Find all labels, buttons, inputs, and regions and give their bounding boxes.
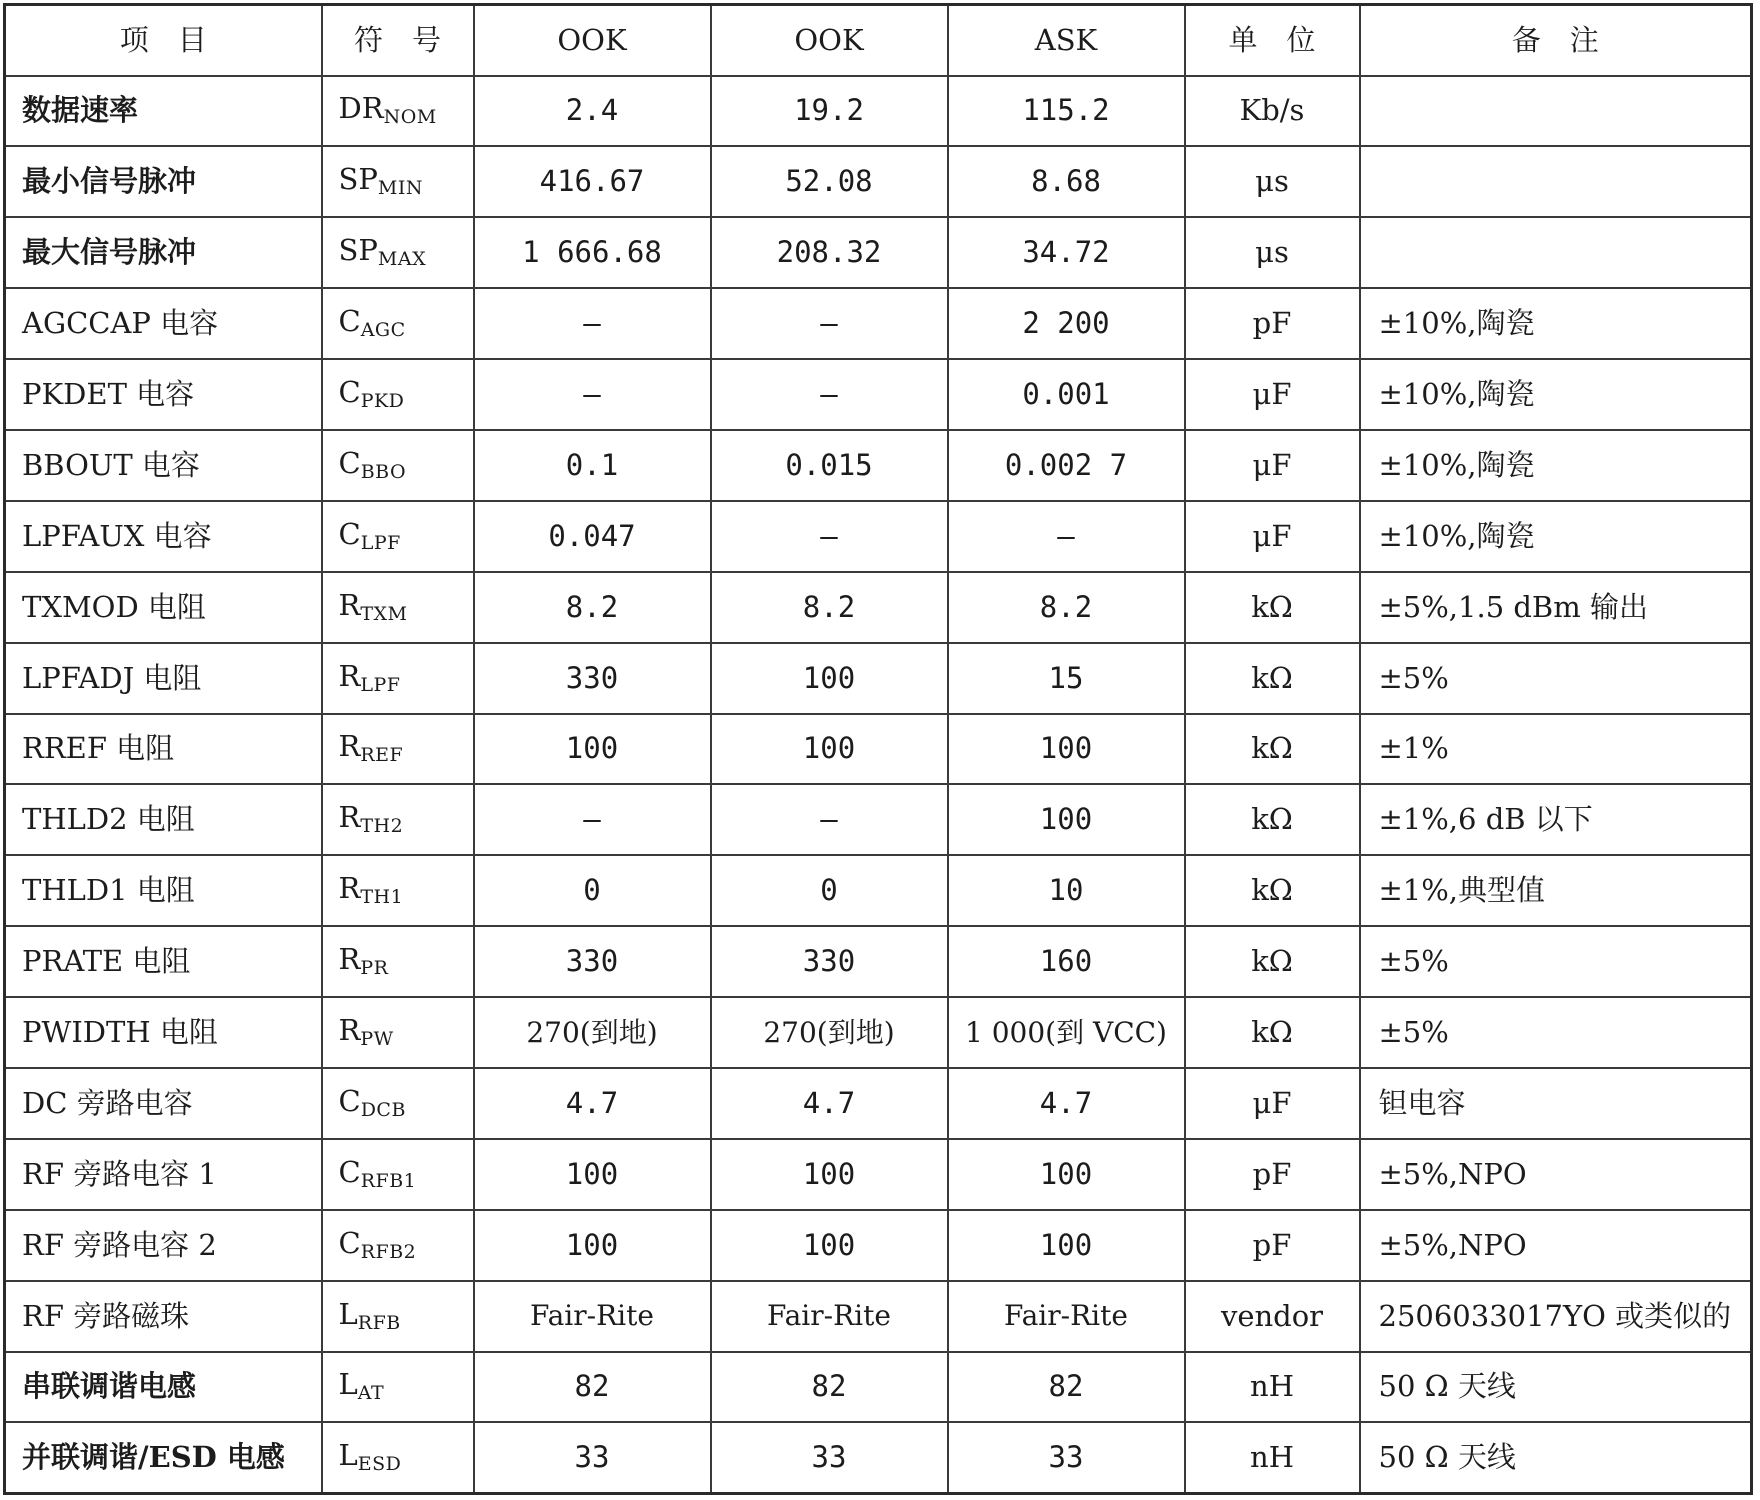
unit-cell: kΩ [1185, 997, 1360, 1068]
table-row [5, 1139, 1752, 1210]
symbol-cell [322, 714, 474, 785]
symbol-main: C [338, 445, 361, 480]
symbol-subscript: TXM [360, 602, 408, 625]
value-ook-1: 416.67 [474, 146, 711, 217]
symbol-main: R [338, 658, 361, 693]
item-cell: RF 旁路磁珠 [5, 1281, 322, 1352]
table-row [5, 430, 1752, 501]
symbol-main: L [338, 1438, 358, 1473]
value-ook-2: — [711, 501, 948, 572]
table-row [5, 1210, 1752, 1281]
note-cell: ±5% [1360, 926, 1752, 997]
note-cell: ±5% [1360, 997, 1752, 1068]
value-ask: 100 [948, 784, 1185, 855]
item-cell: RF 旁路电容 2 [5, 1210, 322, 1281]
symbol-subscript: ESD [357, 1453, 402, 1476]
symbol-cell [322, 1139, 474, 1210]
value-ask: 15 [948, 643, 1185, 714]
value-ask: 10 [948, 855, 1185, 926]
table-row [5, 855, 1752, 926]
value-ook-2: 100 [711, 714, 948, 785]
item-cell: LPFADJ 电阻 [5, 643, 322, 714]
item-cell: DC 旁路电容 [5, 1068, 322, 1139]
value-ook-1: 100 [474, 1139, 711, 1210]
value-ook-1: 8.2 [474, 572, 711, 643]
value-ook-1: 0.1 [474, 430, 711, 501]
symbol-cell [322, 926, 474, 997]
table-row [5, 1352, 1752, 1423]
symbol-cell [322, 1352, 474, 1423]
item-cell: PKDET 电容 [5, 359, 322, 430]
value-ook-1: — [474, 359, 711, 430]
symbol-subscript: RFB2 [360, 1240, 417, 1263]
symbol-cell [322, 76, 474, 147]
note-cell: ±1%,典型值 [1360, 855, 1752, 926]
table-row [5, 288, 1752, 359]
note-cell: ±1% [1360, 714, 1752, 785]
table-row [5, 643, 1752, 714]
note-cell: ±5%,1.5 dBm 输出 [1360, 572, 1752, 643]
table-row [5, 572, 1752, 643]
value-ask: — [948, 501, 1185, 572]
symbol-main: R [338, 587, 361, 622]
symbol-main: DR [338, 91, 384, 126]
item-cell: 数据速率 [5, 76, 322, 147]
value-ook-2: 52.08 [711, 146, 948, 217]
value-ask: 100 [948, 1210, 1185, 1281]
note-cell: ±10%,陶瓷 [1360, 359, 1752, 430]
unit-cell: pF [1185, 1139, 1360, 1210]
item-cell: BBOUT 电容 [5, 430, 322, 501]
value-ask: 8.2 [948, 572, 1185, 643]
value-ook-1: 100 [474, 714, 711, 785]
note-cell: ±10%,陶瓷 [1360, 501, 1752, 572]
unit-cell: vendor [1185, 1281, 1360, 1352]
table-header [5, 5, 1752, 76]
symbol-cell [322, 1068, 474, 1139]
unit-cell: kΩ [1185, 784, 1360, 855]
item-cell: PRATE 电阻 [5, 926, 322, 997]
item-cell: RF 旁路电容 1 [5, 1139, 322, 1210]
symbol-cell [322, 643, 474, 714]
unit-cell: kΩ [1185, 643, 1360, 714]
symbol-subscript: MIN [377, 177, 423, 200]
value-ook-2: 100 [711, 1210, 948, 1281]
table-row [5, 784, 1752, 855]
value-ook-2: — [711, 784, 948, 855]
header-ask: ASK [948, 5, 1185, 76]
table-row [5, 146, 1752, 217]
symbol-main: L [338, 1296, 358, 1331]
value-ask: Fair-Rite [948, 1281, 1185, 1352]
item-cell: RREF 电阻 [5, 714, 322, 785]
table-row [5, 997, 1752, 1068]
symbol-main: C [338, 375, 361, 409]
symbol-subscript: MAX [377, 248, 427, 271]
symbol-main: R [338, 942, 361, 977]
note-cell [1360, 76, 1752, 147]
table-row [5, 1281, 1752, 1352]
header-ook-2: OOK [711, 5, 948, 76]
value-ook-2: 270(到地) [711, 997, 948, 1068]
item-cell: 并联调谐/ESD 电感 [5, 1422, 322, 1493]
value-ask: 4.7 [948, 1068, 1185, 1139]
symbol-subscript: RFB [357, 1311, 401, 1334]
unit-cell: μF [1185, 501, 1360, 572]
table-row [5, 76, 1752, 147]
unit-cell: Kb/s [1185, 76, 1360, 147]
value-ask: 82 [948, 1352, 1185, 1423]
symbol-cell [322, 1281, 474, 1352]
value-ook-1: 1 666.68 [474, 217, 711, 288]
value-ask: 160 [948, 926, 1185, 997]
unit-cell: kΩ [1185, 714, 1360, 785]
note-cell: 钽电容 [1360, 1068, 1752, 1139]
symbol-main: C [338, 1225, 361, 1260]
symbol-subscript: PKD [360, 390, 405, 412]
symbol-cell [322, 288, 474, 359]
value-ook-1: Fair-Rite [474, 1281, 711, 1352]
value-ook-2: Fair-Rite [711, 1281, 948, 1352]
symbol-subscript: RFB1 [360, 1169, 417, 1192]
item-cell: THLD2 电阻 [5, 784, 322, 855]
symbol-cell [322, 855, 474, 926]
symbol-cell [322, 1422, 474, 1493]
symbol-subscript: NOM [383, 106, 437, 129]
header-unit: 单 位 [1185, 5, 1360, 76]
value-ask: 33 [948, 1422, 1185, 1493]
symbol-subscript: AGC [360, 319, 406, 342]
value-ook-1: 330 [474, 926, 711, 997]
symbol-cell [322, 784, 474, 855]
value-ook-2: 33 [711, 1422, 948, 1493]
note-cell: 50 Ω 天线 [1360, 1422, 1752, 1493]
header-ook-1: OOK [474, 5, 711, 76]
component-spec-table-container [3, 3, 1750, 1495]
value-ook-2: 82 [711, 1352, 948, 1423]
table-row [5, 1422, 1752, 1493]
symbol-main: L [338, 1367, 358, 1402]
item-cell: AGCCAP 电容 [5, 288, 322, 359]
header-note: 备 注 [1360, 5, 1752, 76]
symbol-main: C [338, 304, 361, 339]
item-cell: 最小信号脉冲 [5, 146, 322, 217]
unit-cell: nH [1185, 1422, 1360, 1493]
table-row [5, 714, 1752, 785]
symbol-cell [322, 572, 474, 643]
symbol-main: C [338, 1083, 361, 1118]
symbol-main: R [338, 800, 361, 835]
unit-cell: μF [1185, 359, 1360, 430]
value-ook-1: 2.4 [474, 76, 711, 147]
symbol-main: R [338, 729, 361, 764]
symbol-cell [322, 146, 474, 217]
item-cell: 串联调谐电感 [5, 1352, 322, 1423]
note-cell: ±10%,陶瓷 [1360, 288, 1752, 359]
table-row [5, 1068, 1752, 1139]
unit-cell: pF [1185, 288, 1360, 359]
value-ook-2: 208.32 [711, 217, 948, 288]
note-cell: ±5% [1360, 643, 1752, 714]
symbol-cell [322, 430, 474, 501]
value-ask: 1 000(到 VCC) [948, 997, 1185, 1068]
unit-cell: pF [1185, 1210, 1360, 1281]
symbol-subscript: AT [357, 1382, 385, 1405]
symbol-subscript: LPF [360, 673, 401, 696]
table-row [5, 501, 1752, 572]
value-ook-1: 4.7 [474, 1068, 711, 1139]
value-ook-2: 0.015 [711, 430, 948, 501]
item-cell: LPFAUX 电容 [5, 501, 322, 572]
symbol-subscript: LPF [360, 531, 401, 554]
symbol-main: SP [338, 162, 378, 197]
note-cell: ±5%,NPO [1360, 1139, 1752, 1210]
unit-cell: μs [1185, 217, 1360, 288]
value-ook-2: 100 [711, 1139, 948, 1210]
value-ook-1: 0.047 [474, 501, 711, 572]
value-ook-1: 100 [474, 1210, 711, 1281]
item-cell: TXMOD 电阻 [5, 572, 322, 643]
value-ask: 8.68 [948, 146, 1185, 217]
unit-cell: kΩ [1185, 572, 1360, 643]
symbol-main: R [338, 871, 361, 906]
symbol-subscript: REF [360, 744, 404, 767]
symbol-subscript: BBO [360, 460, 407, 483]
symbol-cell [322, 501, 474, 572]
value-ask: 100 [948, 714, 1185, 785]
symbol-subscript: PW [360, 1028, 394, 1051]
note-cell: 2506033017YO 或类似的 [1360, 1281, 1752, 1352]
value-ask: 34.72 [948, 217, 1185, 288]
symbol-subscript: TH1 [360, 886, 404, 909]
value-ook-2: — [711, 359, 948, 430]
symbol-subscript: DCB [360, 1098, 406, 1121]
value-ook-1: 330 [474, 643, 711, 714]
table-row [5, 926, 1752, 997]
value-ask: 0.002 7 [948, 430, 1185, 501]
table-body [5, 76, 1752, 1494]
symbol-cell [322, 997, 474, 1068]
value-ask: 2 200 [948, 288, 1185, 359]
value-ook-2: 19.2 [711, 76, 948, 147]
header-item: 项 目 [5, 5, 322, 76]
item-cell: THLD1 电阻 [5, 855, 322, 926]
symbol-subscript: PR [360, 957, 389, 980]
table-row [5, 359, 1752, 430]
note-cell: ±5%,NPO [1360, 1210, 1752, 1281]
symbol-main: SP [338, 233, 378, 268]
header-row [5, 5, 1752, 76]
value-ask: 115.2 [948, 76, 1185, 147]
note-cell [1360, 146, 1752, 217]
symbol-main: R [338, 1013, 361, 1048]
symbol-cell [322, 1210, 474, 1281]
note-cell [1360, 217, 1752, 288]
unit-cell: μs [1185, 146, 1360, 217]
value-ook-1: 270(到地) [474, 997, 711, 1068]
component-spec-table [3, 3, 1753, 1495]
value-ook-2: 4.7 [711, 1068, 948, 1139]
value-ask: 0.001 [948, 359, 1185, 430]
value-ook-2: 8.2 [711, 572, 948, 643]
symbol-main: C [338, 1154, 361, 1189]
value-ook-2: 100 [711, 643, 948, 714]
note-cell: ±10%,陶瓷 [1360, 430, 1752, 501]
symbol-cell [322, 359, 474, 430]
item-cell: 最大信号脉冲 [5, 217, 322, 288]
value-ook-1: 33 [474, 1422, 711, 1493]
value-ook-1: — [474, 784, 711, 855]
unit-cell: kΩ [1185, 926, 1360, 997]
symbol-cell [322, 217, 474, 288]
symbol-subscript: TH2 [360, 815, 404, 838]
table-row [5, 217, 1752, 288]
note-cell: 50 Ω 天线 [1360, 1352, 1752, 1423]
symbol-main: C [338, 516, 361, 551]
item-cell: PWIDTH 电阻 [5, 997, 322, 1068]
value-ook-2: — [711, 288, 948, 359]
value-ook-1: 0 [474, 855, 711, 926]
value-ook-1: — [474, 288, 711, 359]
unit-cell: μF [1185, 1068, 1360, 1139]
value-ook-1: 82 [474, 1352, 711, 1423]
value-ook-2: 0 [711, 855, 948, 926]
note-cell: ±1%,6 dB 以下 [1360, 784, 1752, 855]
value-ook-2: 330 [711, 926, 948, 997]
unit-cell: nH [1185, 1352, 1360, 1423]
unit-cell: kΩ [1185, 855, 1360, 926]
unit-cell: μF [1185, 430, 1360, 501]
header-symbol: 符 号 [322, 5, 474, 76]
value-ask: 100 [948, 1139, 1185, 1210]
